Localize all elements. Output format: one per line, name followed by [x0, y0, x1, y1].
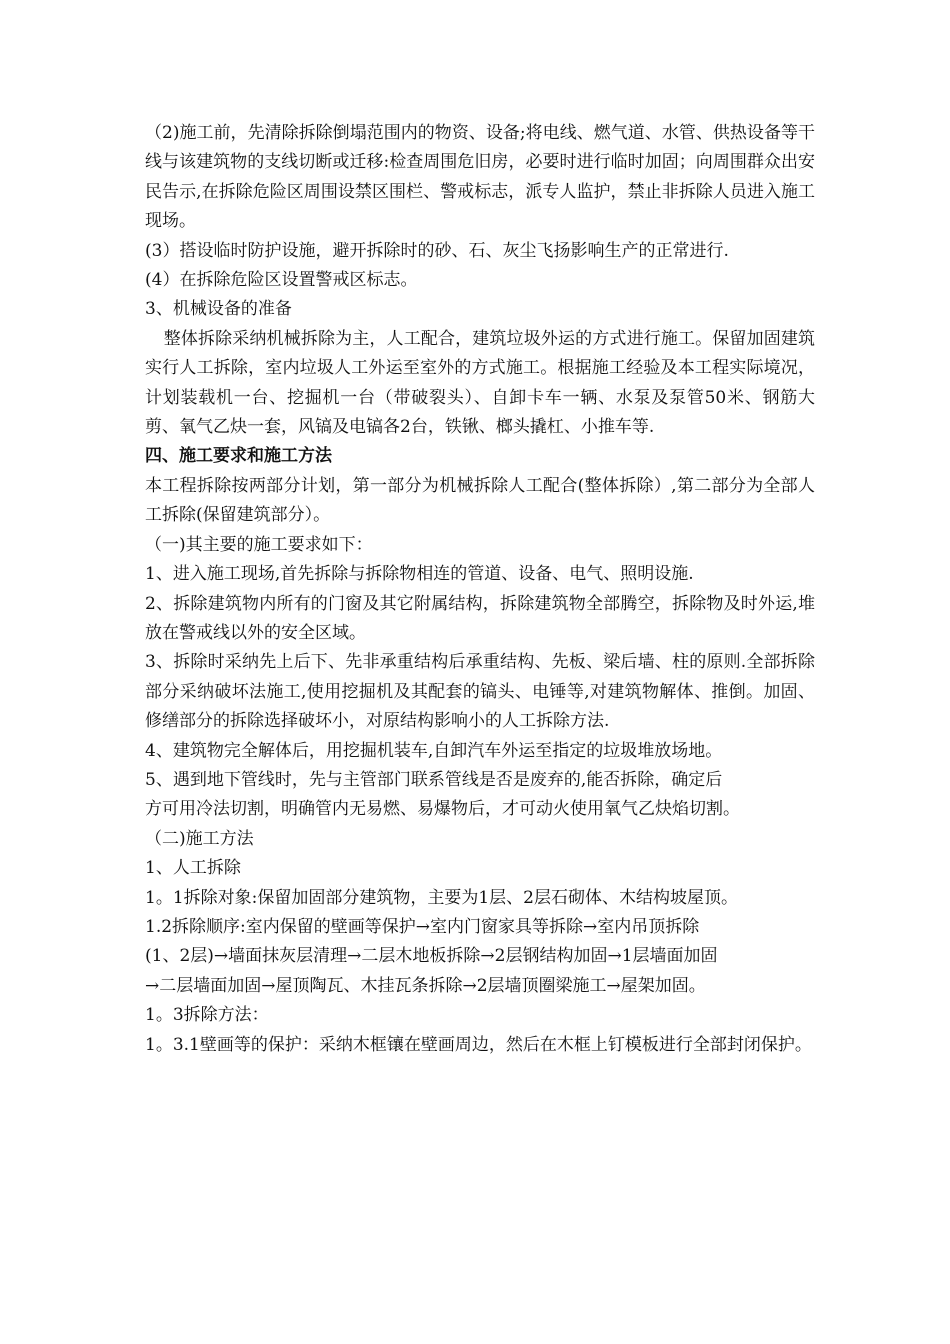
paragraph-demolition-target: 1。1拆除对象:保留加固部分建筑物，主要为1层、2层石砌体、木结构坡屋顶。: [145, 887, 738, 908]
list-item-5-line-1: 5、遇到地下管线时，先与主管部门联系管线是否是废弃的,能否拆除，确定后: [145, 769, 723, 790]
subheading-requirements: （一)其主要的施工要求如下：: [145, 534, 373, 555]
paragraph-mural-protection: 1。3.1壁画等的保护：采纳木框镶在壁画周边，然后在木框上钉模板进行全部封闭保护。: [145, 1034, 812, 1055]
list-item-2: 2、拆除建筑物内所有的门窗及其它附属结构，拆除建筑物全部腾空，拆除物及时外运,堆放在警戒线以外的安全区域。: [145, 593, 815, 643]
paragraph-demolition-order-line-1: 1.2拆除顺序:室内保留的壁画等保护→室内门窗家具等拆除→室内吊顶拆除: [145, 916, 700, 937]
heading-manual-demolition: 1、人工拆除: [145, 858, 241, 879]
paragraph-protection: (3）搭设临时防护设施，避开拆除时的砂、石、灰尘飞扬影响生产的正常进行.: [145, 240, 729, 261]
section-heading-requirements: 四、施工要求和施工方法: [145, 446, 332, 467]
subheading-methods: （二)施工方法: [145, 828, 254, 849]
heading-demolition-method: 1。3拆除方法：: [145, 1005, 269, 1026]
list-item-5-line-2: 方可用冷法切割，明确管内无易燃、易爆物后，才可动火使用氧气乙炔焰切割。: [145, 799, 740, 820]
heading-machinery: 3、机械设备的准备: [145, 299, 292, 320]
document-body: [145, 119, 815, 1060]
paragraph-demolition-order-line-2: (1、2层)→墙面抹灰层清理→二层木地板拆除→2层钢结构加固→1层墙面加固: [145, 946, 718, 967]
list-item-1: 1、进入施工现场,首先拆除与拆除物相连的管道、设备、电气、照明设施.: [145, 564, 694, 585]
paragraph-plan: 本工程拆除按两部分计划，第一部分为机械拆除人工配合(整体拆除）,第二部分为全部人工拆除(保留建筑部分）。: [145, 475, 815, 526]
paragraph-machinery: 整体拆除采纳机械拆除为主，人工配合，建筑垃圾外运的方式进行施工。保留加固建筑实行人工拆除，室内垃圾人工外运至室外的方式施工。根据施工经验及本工程实际境况，计划装载机一台、挖掘机一台（带破裂头）、自卸卡车一辆、水泵及泵管50米、钢筋大剪、氧气乙炔一套，风镐及电镐各2台，铁锹、榔头撬杠、小推车等.: [145, 328, 815, 438]
list-item-4: 4、建筑物完全解体后，用挖掘机装车,自卸汽车外运至指定的垃圾堆放场地。: [145, 740, 723, 761]
list-item-3: 3、拆除时采纳先上后下、先非承重结构后承重结构、先板、梁后墙、柱的原则.全部拆除部分采纳破坏法施工,使用挖掘机及其配套的镐头、电锤等,对建筑物解体、推倒。加固、修缮部分的拆除选择破坏小，对原结构影响小的人工拆除方法.: [145, 652, 815, 732]
paragraph-pre-construction: （2)施工前，先清除拆除倒塌范围内的物资、设备;将电线、燃气道、水管、供热设备等干线与该建筑物的支线切断或迁移:检查周围危旧房，必要时进行临时加固；向周围群众出安民告示,在拆除危险区周围设禁区围栏、警戒标志，派专人监护，禁止非拆除人员进入施工现场。: [145, 123, 815, 232]
paragraph-demolition-order-line-3: →二层墙面加固→屋顶陶瓦、木挂瓦条拆除→2层墙顶圈梁施工→屋架加固。: [145, 975, 706, 996]
paragraph-warning-sign: (4）在拆除危险区设置警戒区标志。: [145, 270, 418, 291]
